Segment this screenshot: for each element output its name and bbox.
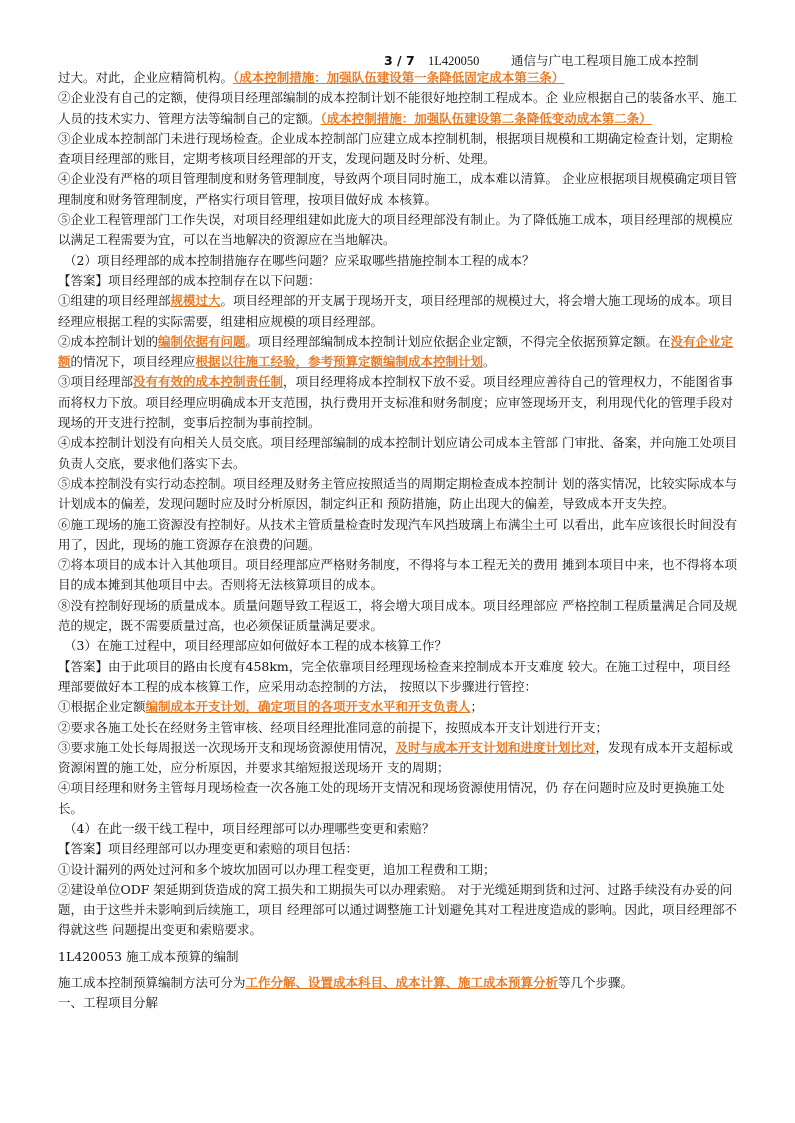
paragraph [58, 291, 742, 332]
highlighted-text: 工作分解、设置成本科目、成本计算、施工成本预算分析 [245, 975, 559, 991]
text-run: ③企业成本控制部门未进行现场检查。企业成本控制部门应建立成本控制机制，根据项目规模和工期确定检查计划，定期检查项目经理部的账目，定期考核项目经理部的开支，发现问题及时分析、处理。 [58, 130, 734, 167]
paragraph [58, 88, 742, 129]
text-run: ②建设单位ODF 架延期到货造成的窝工损失和工期损失可以办理索赔。 对于光缆延期到货和过河、过路手续没有办妥的问题，由于这些并未影响到后续施工，项目 经理部可以通过调整施工计划避免其对工程进度造成的影响。因此，项目经理部不得就这些 问题提出变更和索赔要求。 [58, 881, 737, 938]
text-run: ②要求各施工处长在经财务主管审核、经项目经理批准同意的前提下，按照成本开支计划进行开支； [58, 719, 609, 735]
paragraph [58, 129, 742, 170]
text-run: 。项目经理部的开支属于现场开支，项目经理部的规模过大，将会增大施工现场的成本。项目经理应根据工程的实际需要，组建相应规模的项目经理部。 [58, 293, 734, 329]
paragraph [58, 515, 742, 556]
paragraph [58, 169, 742, 210]
paragraph [58, 372, 742, 433]
text-run: ③要求施工处长每周报送一次现场开支和现场资源使用情况， [58, 739, 396, 755]
paragraph [58, 973, 742, 993]
paragraph [58, 332, 742, 373]
page-number: 3 / 7 [384, 53, 415, 68]
highlighted-text: （成本控制措施：加强队伍建设第一条降低固定成本第三条） [233, 70, 565, 85]
highlighted-text: 规模过大 [170, 293, 221, 309]
paragraph [58, 880, 742, 941]
paragraph [58, 555, 742, 596]
text-run: ⑤成本控制没有实行动态控制。项目经理及财务主管应按照适当的周期定期检查成本控制计 划的落实情况，比较实际成本与计划成本的偏差，发现问题时应及时分析原因，制定纠正和 预防措施，防止出现大的偏差，导致成本开支失控。 [58, 475, 737, 512]
section-code: 1L420050 [428, 54, 480, 68]
paragraph [58, 718, 742, 738]
highlighted-text: 及时与成本开支计划和进度计划比对 [395, 739, 596, 755]
text-run: ④项目经理和财务主管每月现场检查一次各施工处的现场开支情况和现场资源使用情况，仍 存在问题时应及时更换施工处长。 [58, 780, 725, 816]
text-run: ⑦将本项目的成本计入其他项目。项目经理部应严格财务制度，不得将与本工程无关的费用 摊到本项目中来，也不得将本项目的成本摊到其他项目中去。否则将无法核算项目的成本。 [58, 557, 737, 593]
paragraph [58, 778, 742, 819]
text-run: 【答案】项目经理部可以办理变更和索赔的项目包括： [58, 841, 359, 857]
text-run: 等几个步骤。 [558, 975, 634, 991]
highlighted-text: 根据以往施工经验，参考预算定额编制成本控制计划 [195, 354, 484, 370]
text-run: ④成本控制计划没有向相关人员交底。项目经理部编制的成本控制计划应请公司成本主管部 门审批、备案，并向施工处项目负责人交底，要求他们落实下去。 [58, 435, 737, 471]
text-run: 的情况下，项目经理应 [70, 354, 196, 370]
text-run: ⑥施工现场的施工资源没有控制好。从技术主管质量检查时发现汽车风挡玻璃上布满尘土可 以看出，此车应该很长时间没有用了，因此，现场的施工资源存在浪费的问题。 [58, 516, 737, 552]
paragraph [58, 819, 742, 839]
paragraph [58, 738, 742, 779]
text-run: ⑤企业工程管理部门工作失误，对项目经理组建如此庞大的项目经理部没有制止。为了降低施工成本，项目经理部的规模应以满足工程需要为宜，可以在当地解决的资源应在当地解决。 [58, 212, 734, 248]
text-run: 【答案】由于此项目的路由长度有458km，完全依靠项目经理现场检查来控制成本开支难度 较大。在施工过程中，项目经理部要做好本工程的成本核算工作，应采用动态控制的方法， 按照以下步骤进行管控： [58, 658, 731, 694]
paragraph [58, 251, 742, 271]
text-run: ②企业没有自己的定额，使得项目经理部编制的成本控制计划不能很好地控制工程成本。企 业应根据自己的装备水平、施工人员的技术实力、管理方法等编制自己的定额。 [58, 90, 737, 126]
text-run: ④企业没有严格的项目管理制度和财务管理制度，导致两个项目同时施工，成本难以清算。 企业应根据项目规模确定项目管理制度和财务管理制度，严格实行项目管理，按项目做好成 本核算。 [58, 171, 737, 207]
highlighted-text: 没有有效的成本控制责任制 [133, 374, 284, 390]
highlighted-text: 没有企业定额 [58, 333, 734, 370]
text-run: ⑧没有控制好现场的质量成本。质量问题导致工程返工，将会增大项目成本。项目经理部应 严格控制工程质量满足合同及规范的规定，既不需要质量过高，也必须保证质量满足要求。 [58, 597, 737, 634]
text-run: ②成本控制计划的 [58, 333, 159, 349]
text-run: ①设计漏列的两处过河和多个坡坎加固可以办理工程变更，追加工程费和工期； [58, 861, 496, 877]
paragraph [58, 433, 742, 474]
paragraph [58, 596, 742, 637]
highlighted-text: 编制成本开支计划，确定项目的各项开支水平和开支负责人 [145, 699, 471, 715]
text-run: （3）在施工过程中，项目经理部应如何做好本工程的成本核算工作？ [64, 638, 447, 654]
text-run: ③项目经理部 [58, 374, 134, 390]
text-run: （2）项目经理部的成本控制措施存在哪些问题？应采取哪些措施控制本工程的成本？ [64, 252, 535, 268]
paragraph [58, 993, 742, 1013]
paragraph [58, 860, 742, 880]
text-run: 【答案】项目经理部的成本控制存在以下问题： [58, 272, 321, 288]
paragraph [58, 271, 742, 291]
text-run: ，发现有成本开支超标或资源闲置的施工处，应分析原因，并要求其缩短报送现场开 支的周期； [58, 739, 734, 776]
paragraph [58, 210, 742, 251]
document-body [58, 68, 742, 1014]
text-run: 。 [483, 354, 496, 370]
highlighted-text: 编制依据有问题 [158, 333, 246, 349]
text-run: 1L420053 施工成本预算的编制 [58, 948, 239, 964]
text-run: 一、工程项目分解 [58, 995, 159, 1011]
text-run: ，项目经理将成本控制权下放不妥。项目经理应善待自己的管理权力，不能图省事而将权力下放。项目经理应明确成本开支范围，执行费用开支标准和财务制度；应审签现场开支，利用现代化的管理手段对现场的开支进行控制，变事后控制为事前控制。 [58, 374, 734, 431]
paragraph [58, 947, 742, 967]
text-run: （4）在此一级干线工程中，项目经理部可以办理哪些变更和索赔？ [64, 820, 435, 836]
paragraph [58, 68, 742, 88]
section-title: 通信与广电工程项目施工成本控制 [511, 53, 699, 68]
text-run: ①根据企业定额 [58, 699, 146, 715]
paragraph [58, 636, 742, 656]
paragraph [58, 839, 742, 859]
text-run: 施工成本控制预算编制方法可分为 [58, 975, 246, 991]
paragraph [58, 697, 742, 717]
text-run: 过大。对此，企业应精简机构。 [58, 70, 234, 85]
text-run: ①组建的项目经理部 [58, 293, 171, 309]
highlighted-text: （成本控制措施：加强队伍建设第二条降低变动成本第二条） [320, 110, 652, 126]
text-run: ； [470, 699, 484, 715]
paragraph [58, 474, 742, 515]
text-run: 。项目经理部编制成本控制计划应依据企业定额，不得完全依据预算定额。在 [245, 333, 671, 349]
paragraph [58, 657, 742, 698]
